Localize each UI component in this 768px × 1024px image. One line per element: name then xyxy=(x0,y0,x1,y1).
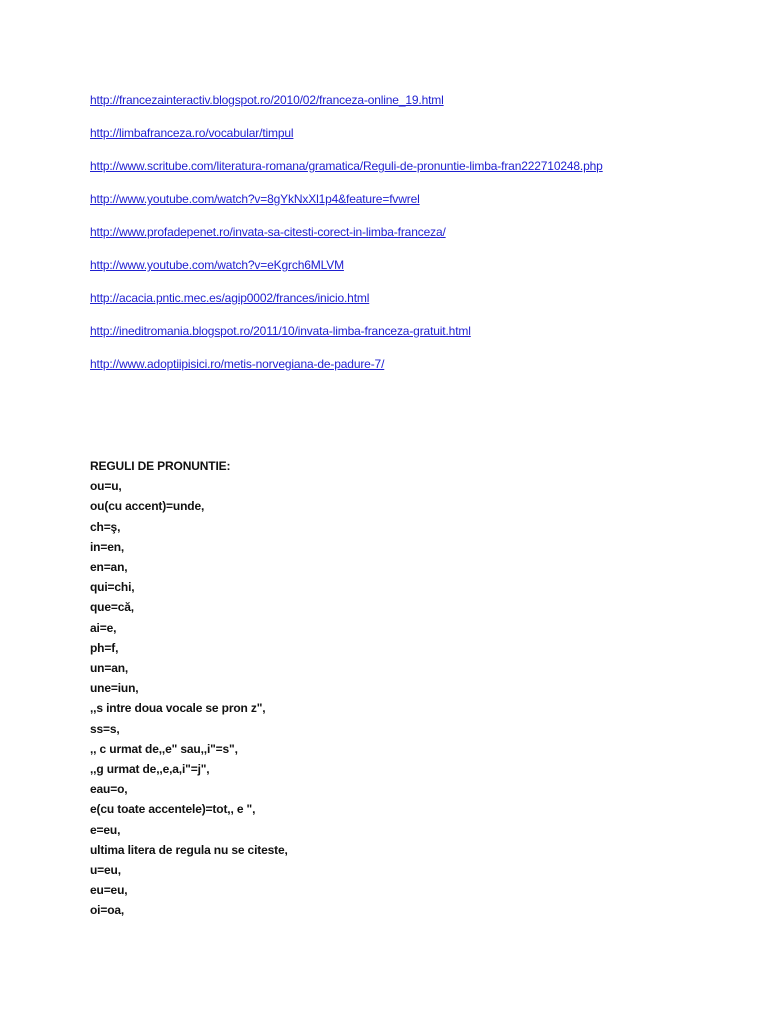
rules-heading: REGULI DE PRONUNTIE: xyxy=(90,459,231,473)
rule-item: ou(cu accent)=unde, xyxy=(90,499,205,514)
rule-item: e(cu toate accentele)=tot,, e ", xyxy=(90,802,256,817)
rule-item: une=iun, xyxy=(90,681,139,696)
link-profadepenet[interactable]: http://www.profadepenet.ro/invata-sa-citesti-corect-in-limba-franceza/ xyxy=(90,225,446,239)
rule-item: oi=oa, xyxy=(90,903,125,918)
link-acacia[interactable]: http://acacia.pntic.mec.es/agip0002/frances/inicio.html xyxy=(90,291,370,305)
rule-item: en=an, xyxy=(90,560,128,575)
rule-item: que=că, xyxy=(90,600,134,615)
rule-item: ss=s, xyxy=(90,721,120,736)
rule-item: ph=f, xyxy=(90,640,119,655)
rule-item: in=en, xyxy=(90,539,125,554)
rule-item: ai=e, xyxy=(90,620,117,635)
rule-item: ch=ş, xyxy=(90,519,121,534)
rule-item: ou=u, xyxy=(90,479,122,494)
rule-item: ,,g urmat de,,e,a,i"=j", xyxy=(90,762,210,777)
pronunciation-rules xyxy=(90,456,690,921)
rule-item: ,, c urmat de,,e" sau,,i"=s", xyxy=(90,741,238,756)
link-adoptiipisici[interactable]: http://www.adoptiipisici.ro/metis-norvegiana-de-padure-7/ xyxy=(90,357,385,371)
link-scritube[interactable]: http://www.scritube.com/literatura-romana/gramatica/Reguli-de-pronuntie-limba-fran222710248.php xyxy=(90,159,603,173)
rule-item: u=eu, xyxy=(90,863,121,878)
rule-item: qui=chi, xyxy=(90,580,135,595)
link-list xyxy=(90,92,750,389)
link-limbafranceza[interactable]: http://limbafranceza.ro/vocabular/timpul xyxy=(90,126,294,140)
link-ineditromania[interactable]: http://ineditromania.blogspot.ro/2011/10/invata-limba-franceza-gratuit.html xyxy=(90,324,471,338)
rule-item: un=an, xyxy=(90,661,129,676)
link-francezainteractiv[interactable]: http://francezainteractiv.blogspot.ro/2010/02/franceza-online_19.html xyxy=(90,93,444,107)
rule-item: ,,s intre doua vocale se pron z", xyxy=(90,701,266,716)
link-youtube-1[interactable]: http://www.youtube.com/watch?v=8gYkNxXl1p4&feature=fvwrel xyxy=(90,192,420,206)
rule-item: eau=o, xyxy=(90,782,128,797)
rule-item: e=eu, xyxy=(90,822,121,837)
rule-item: ultima litera de regula nu se citeste, xyxy=(90,842,288,857)
rule-item: eu=eu, xyxy=(90,883,128,898)
link-youtube-2[interactable]: http://www.youtube.com/watch?v=eKgrch6MLVM xyxy=(90,258,344,272)
